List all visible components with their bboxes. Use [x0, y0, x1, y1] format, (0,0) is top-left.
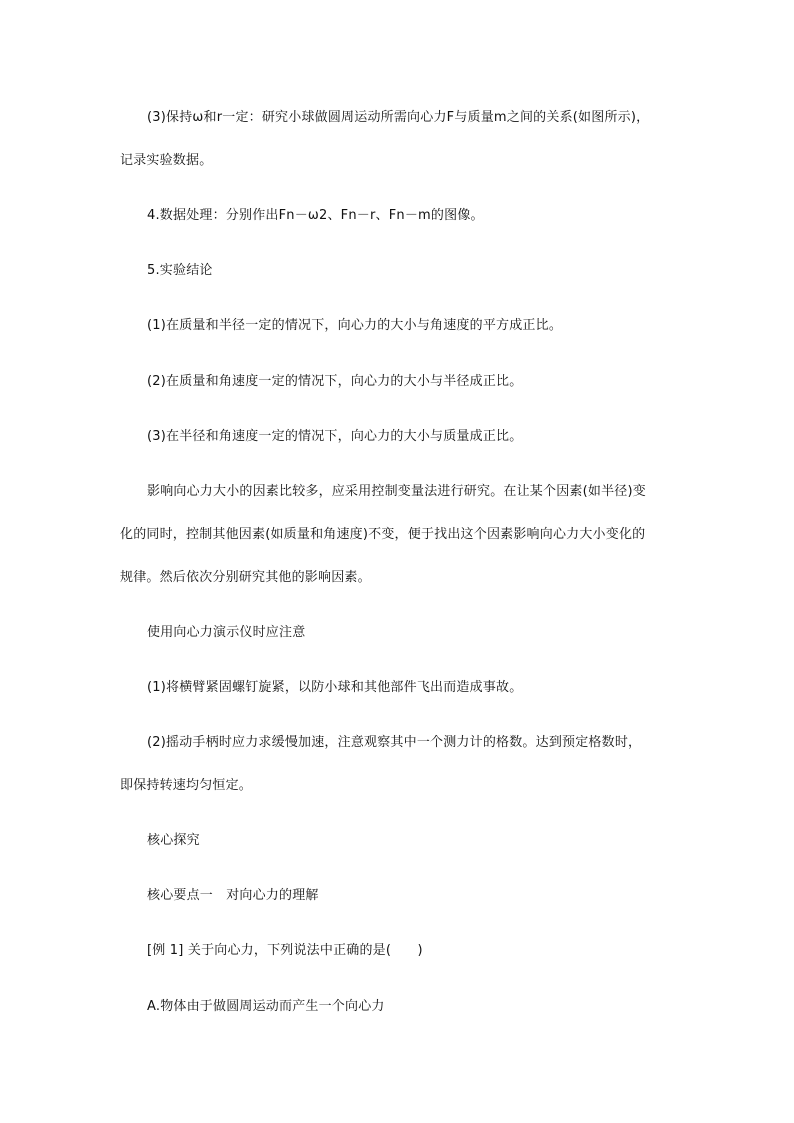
section-heading: 5.实验结论 — [147, 263, 213, 278]
paragraph-line: (2)摇动手柄时应力求缓慢加速，注意观察其中一个测力计的格数。达到预定格数时， — [147, 735, 642, 750]
paragraph-line: 影响向心力大小的因素比较多，应采用控制变量法进行研究。在让某个因素(如半径)变 — [147, 484, 646, 499]
paragraph-line: 4.数据处理：分别作出Fn－ω2、Fn－r、Fn－m的图像。 — [147, 208, 484, 223]
paragraph-line: 规律。然后依次分别研究其他的影响因素。 — [120, 570, 371, 585]
paragraph-line: (1)将横臂紧固螺钉旋紧，以防小球和其他部件飞出而造成事故。 — [147, 680, 523, 695]
paragraph-line: (1)在质量和半径一定的情况下，向心力的大小与角速度的平方成正比。 — [147, 318, 563, 333]
paragraph-line: 即保持转速均匀恒定。 — [120, 778, 253, 793]
paragraph-line: (3)保持ω和r一定：研究小球做圆周运动所需向心力F与质量m之间的关系(如图所示)， — [147, 110, 650, 125]
paragraph-line: 化的同时，控制其他因素(如质量和角速度)不变，便于找出这个因素影响向心力大小变化的 — [120, 527, 646, 542]
question-line: [例 1] 关于向心力，下列说法中正确的是( ) — [147, 943, 423, 958]
paragraph-line: (3)在半径和角速度一定的情况下，向心力的大小与质量成正比。 — [147, 429, 523, 444]
section-heading: 核心探究 — [147, 833, 200, 848]
section-heading: 核心要点一 对向心力的理解 — [147, 888, 319, 903]
paragraph-line: (2)在质量和角速度一定的情况下，向心力的大小与半径成正比。 — [147, 374, 523, 389]
paragraph-line: 记录实验数据。 — [120, 153, 213, 168]
section-heading: 使用向心力演示仪时应注意 — [147, 625, 306, 640]
answer-option: A.物体由于做圆周运动而产生一个向心力 — [147, 999, 385, 1014]
